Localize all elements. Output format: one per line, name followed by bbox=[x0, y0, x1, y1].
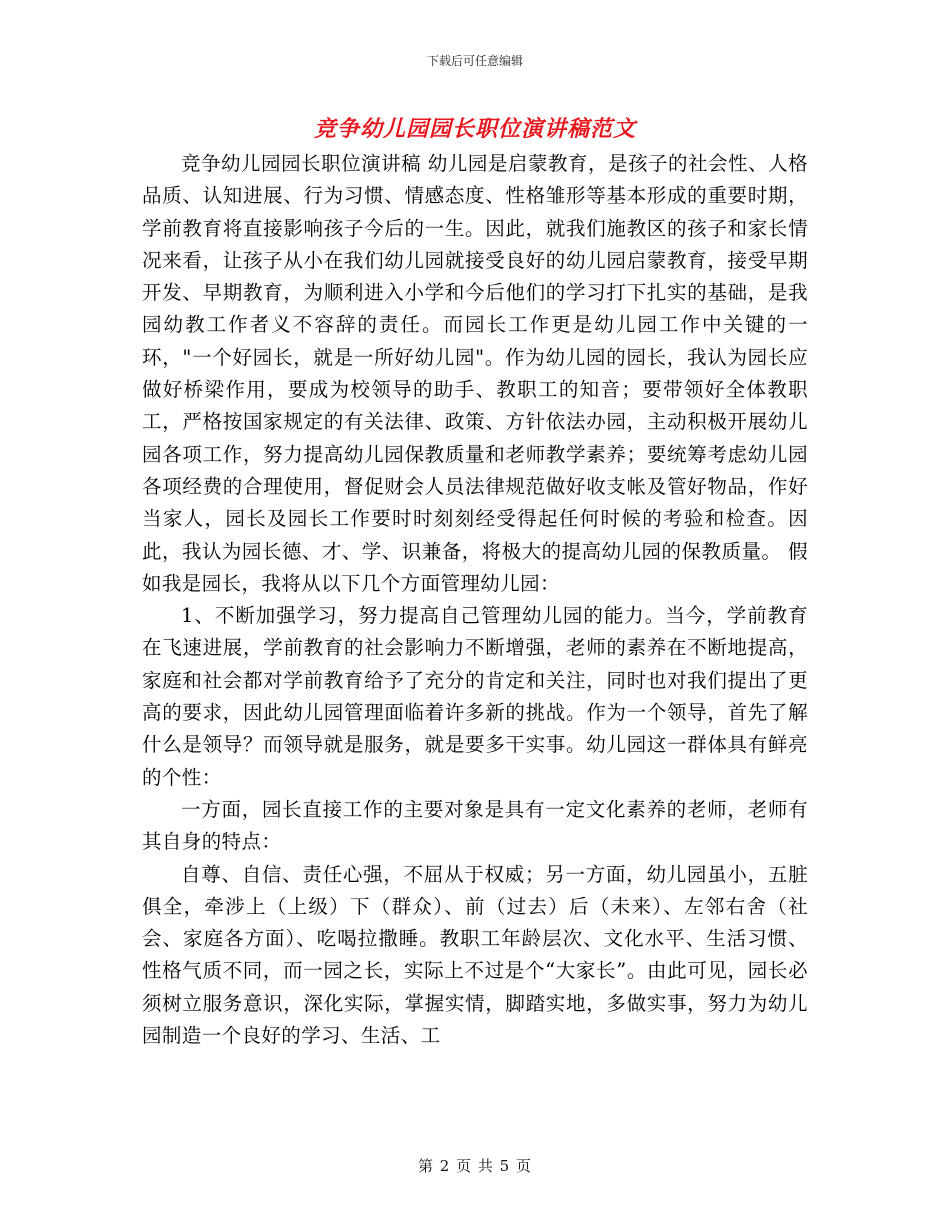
document-title: 竞争幼儿园园长职位演讲稿范文 bbox=[313, 116, 636, 142]
paragraph: 自尊、自信、责任心强，不屈从于权威；另一方面，幼儿园虽小，五脏俱全，牵涉上（上级）下（群众）、前（过去）后（未来）、左邻右舍（社会、家庭各方面）、吃喝拉撒睡。教职工年龄层次、文化水平、生活习惯、性格气质不同，而一园之长，实际上不过是个“大家长”。由此可见，园长必须树立服务意识，深化实际，掌握实情，脚踏实地，多做实事，努力为幼儿园制造一个良好的学习、生活、工 bbox=[142, 862, 808, 1048]
paragraph: 竞争幼儿园园长职位演讲稿 幼儿园是启蒙教育，是孩子的社会性、人格品质、认知进展、行为习惯、情感态度、性格雏形等基本形成的重要时期，学前教育将直接影响孩子今后的一生。因此，就我们施教区的孩子和家长情况来看，让孩子从小在我们幼儿园就接受良好的幼儿园启蒙教育，接受早期开发、早期教育，为顺利进入小学和今后他们的学习打下扎实的基础，是我园幼教工作者义不容辞的责任。而园长工作更是幼儿园工作中关键的一环，"一个好园长，就是一所好幼儿园"。作为幼儿园的园长，我认为园长应做好桥梁作用，要成为校领导的助手、教职工的知音；要带领好全体教职工，严格按国家规定的有关法律、政策、方针依法办园，主动积极开展幼儿园各项工作，努力提高幼儿园保教质量和老师教学素养；要统筹考虑幼儿园各项经费的合理使用，督促财会人员法律规范做好收支帐及管好物品，作好当家人，园长及园长工作要时时刻刻经受得起任何时候的考验和检查。因此，我认为园长德、才、学、识兼备，将极大的提高幼儿园的保教质量。 假如我是园长，我将从以下几个方面管理幼儿园： bbox=[142, 152, 808, 595]
header-note: 下载后可任意编辑 bbox=[426, 54, 523, 68]
page-number: 第 2 页 共 5 页 bbox=[418, 1157, 532, 1175]
paragraph: 1、不断加强学习，努力提高自己管理幼儿园的能力。当今，学前教育在飞速进展，学前教育的社会影响力不断增强，老师的素养在不断地提高，家庭和社会都对学前教育给予了充分的肯定和关注，同时也对我们提出了更高的要求，因此幼儿园管理面临着许多新的挑战。作为一个领导，首先了解什么是领导？而领导就是服务，就是要多干实事。幼儿园这一群体具有鲜亮的个性： bbox=[142, 604, 808, 789]
document-body bbox=[142, 148, 808, 1052]
paragraph: 一方面，园长直接工作的主要对象是具有一定文化素养的老师，老师有其自身的特点： bbox=[142, 797, 808, 854]
